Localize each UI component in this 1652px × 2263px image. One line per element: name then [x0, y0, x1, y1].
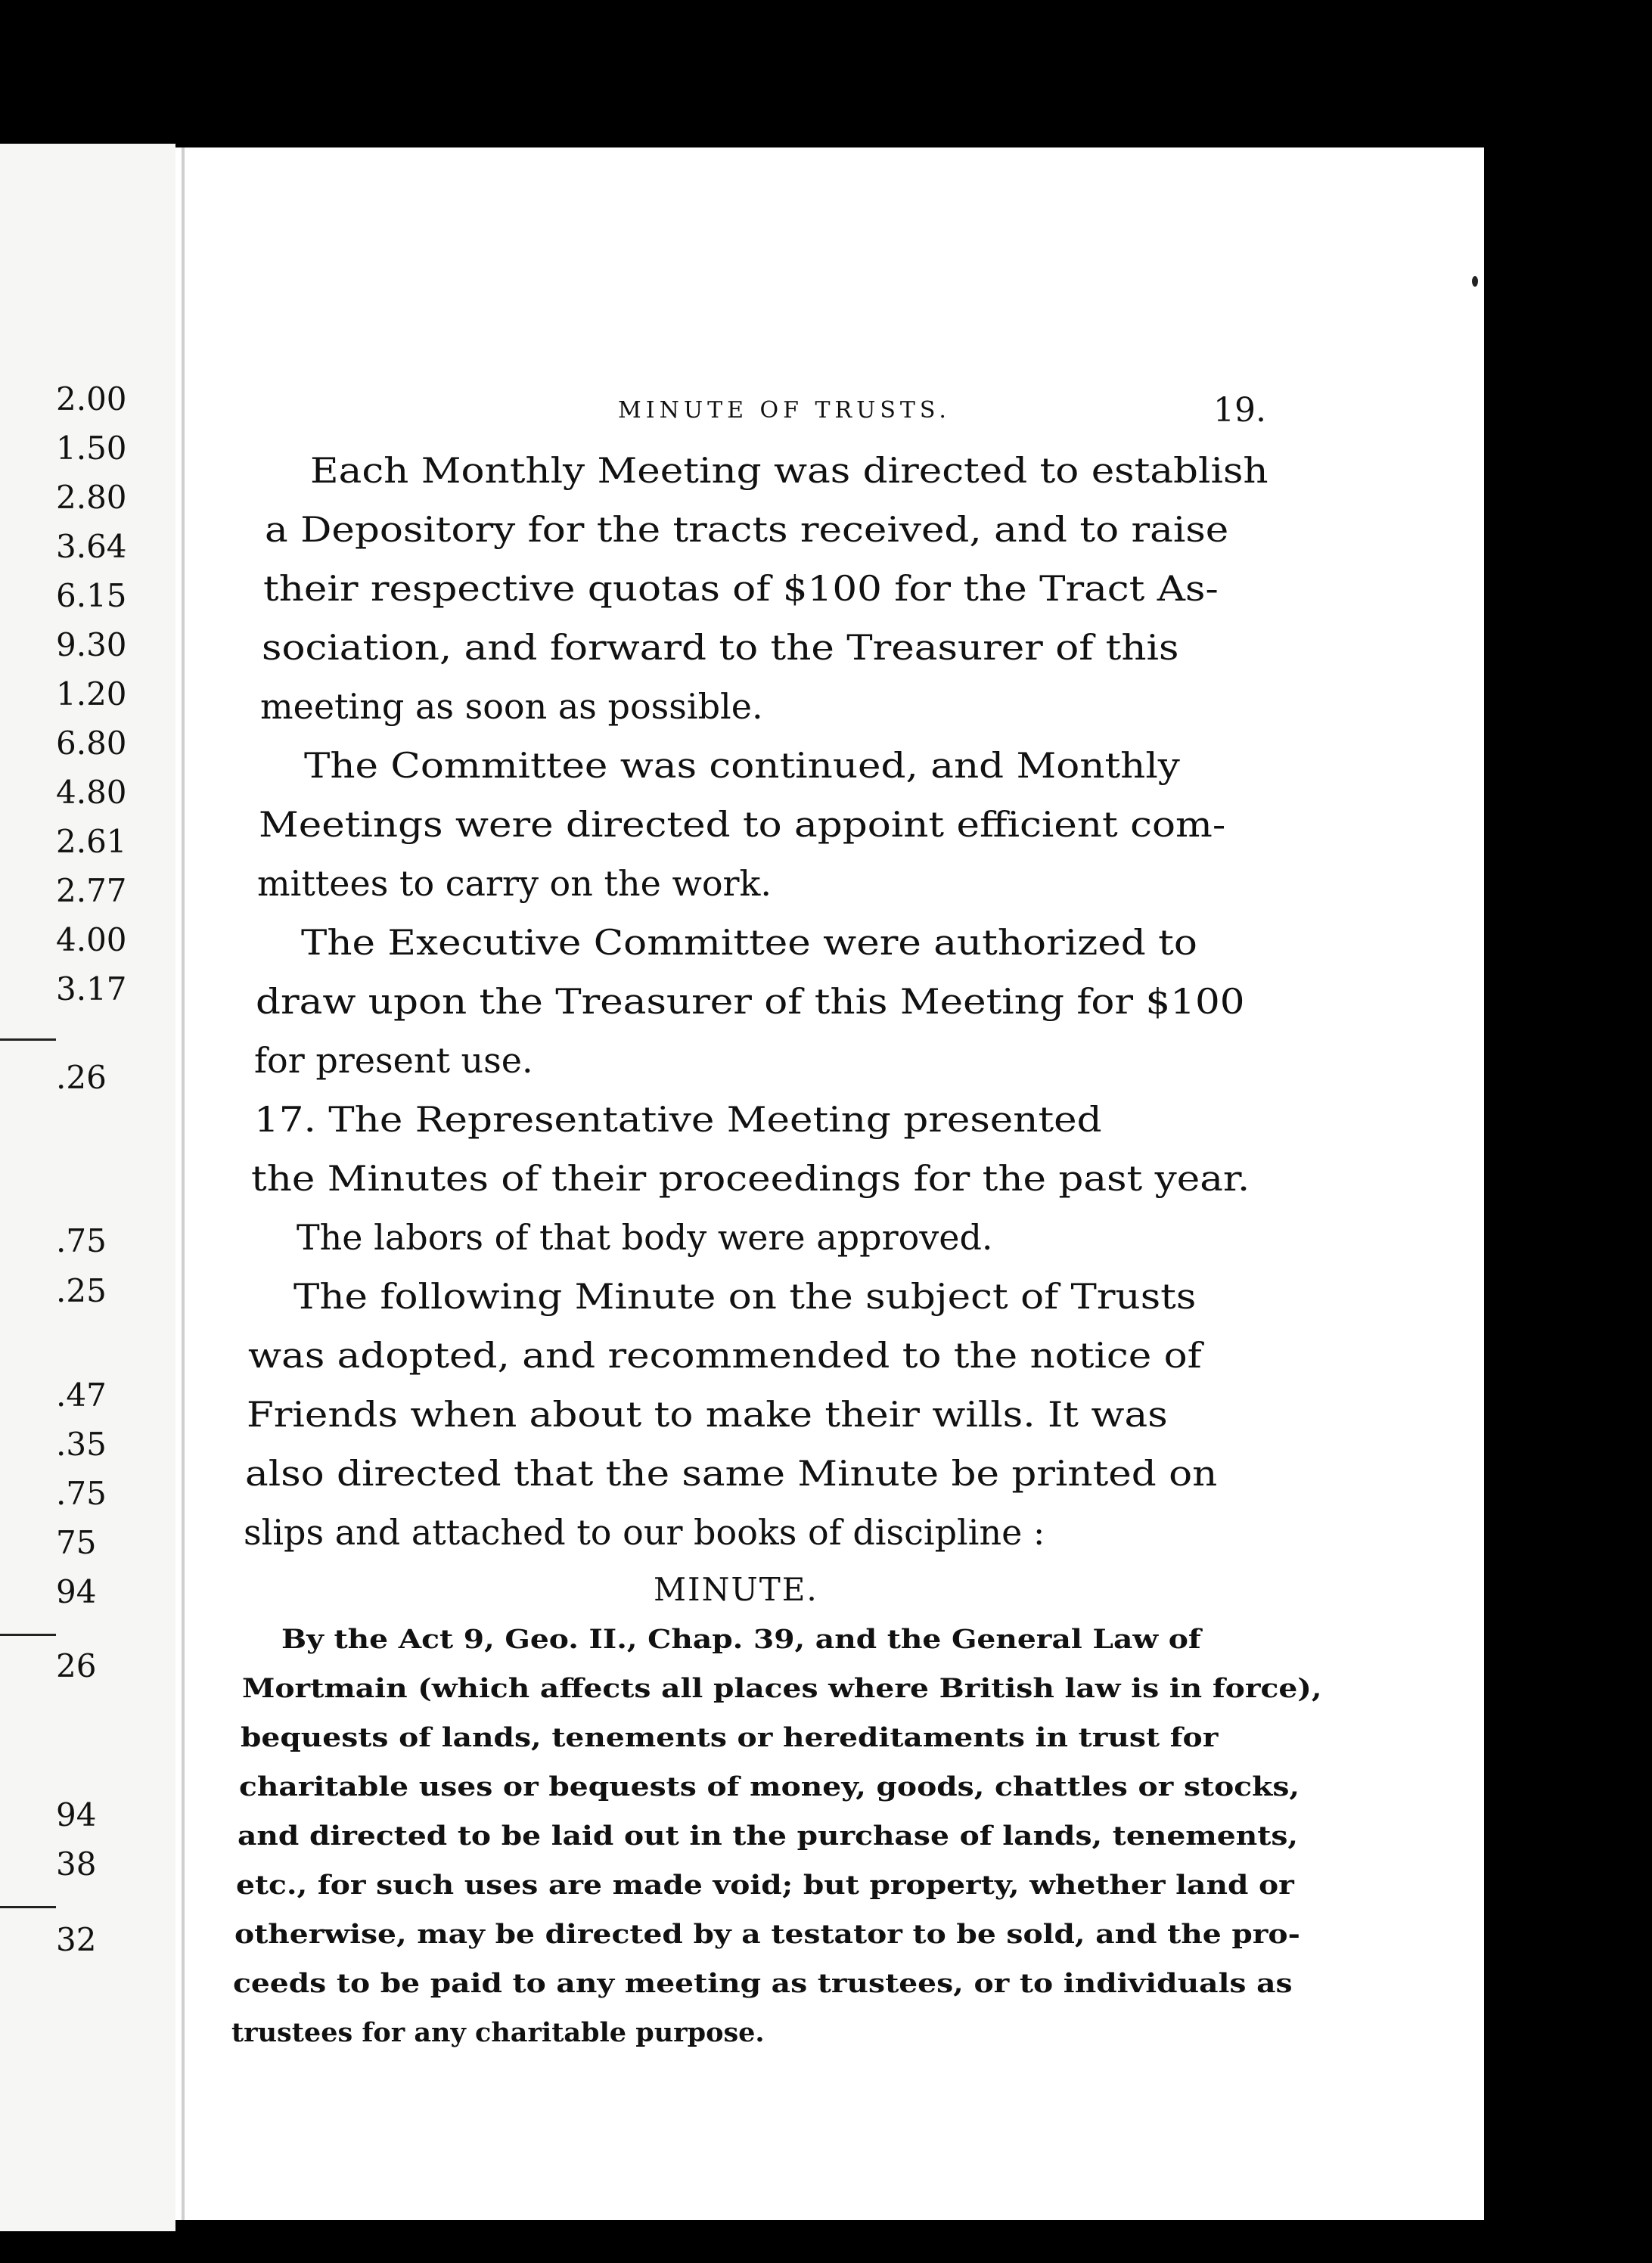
left-number: 2.80 [56, 479, 127, 516]
text-line: The following Minute on the subject of Trusts [293, 1276, 1197, 1317]
text-line: Friends when about to make their wills. It was [247, 1394, 1168, 1435]
text-line: draw upon the Treasurer of this Meeting for $100 [256, 981, 1245, 1022]
text-line: slips and attached to our books of discipline : [244, 1512, 1045, 1553]
left-number: 4.80 [56, 774, 127, 811]
left-number: 26 [56, 1647, 97, 1684]
text-line: the Minutes of their proceedings for the past year. [251, 1158, 1250, 1199]
text-line: sociation, and forward to the Treasurer of this [262, 627, 1179, 668]
left-number: 6.15 [56, 577, 127, 614]
left-number: 4.00 [56, 921, 127, 958]
print-speck [1472, 276, 1478, 287]
minute-line: trustees for any charitable purpose. [231, 2017, 765, 2048]
left-number: 6.80 [56, 725, 127, 762]
left-number: 32 [56, 1921, 97, 1958]
minute-line: Mortmain (which affects all places where British law is in force), [242, 1673, 1322, 1704]
text-line: meeting as soon as possible. [260, 686, 763, 727]
left-number: 1.50 [56, 430, 127, 467]
page-number: 19. [1213, 391, 1266, 430]
text-line: their respective quotas of $100 for the Tract As- [263, 568, 1219, 609]
left-number: .47 [56, 1377, 107, 1414]
text-line: Meetings were directed to appoint efficient com- [259, 804, 1226, 845]
text-line: for present use. [254, 1040, 533, 1081]
running-head [175, 391, 1484, 442]
minute-line: bequests of lands, tenements or hereditaments in trust for [241, 1722, 1219, 1753]
left-number: 38 [56, 1845, 97, 1883]
minute-line: and directed to be laid out in the purchase of lands, tenements, [238, 1821, 1299, 1852]
minute-heading: MINUTE. [654, 1571, 818, 1608]
left-number: .35 [56, 1426, 107, 1463]
left-number: 3.64 [56, 528, 127, 565]
left-number: .26 [56, 1059, 107, 1096]
left-number: .25 [56, 1272, 107, 1309]
left-number: 9.30 [56, 626, 127, 663]
left-number: 1.20 [56, 675, 127, 712]
left-number: 94 [56, 1573, 97, 1610]
right-page [175, 147, 1484, 2220]
left-number: 3.17 [56, 970, 127, 1007]
left-number: 94 [56, 1796, 97, 1833]
left-number: .75 [56, 1222, 107, 1259]
text-line: Each Monthly Meeting was directed to establish [310, 450, 1268, 491]
minute-line: etc., for such uses are made void; but property, whether land or [236, 1870, 1294, 1901]
text-line: also directed that the same Minute be printed on [245, 1453, 1218, 1494]
minute-line: charitable uses or bequests of money, goods, chattles or stocks, [239, 1771, 1300, 1802]
left-number: 2.77 [56, 872, 127, 909]
text-line: The Executive Committee were authorized to [301, 922, 1197, 963]
text-line: The labors of that body were approved. [297, 1217, 993, 1258]
left-number: 75 [56, 1524, 97, 1561]
running-title: MINUTE OF TRUSTS. [618, 397, 951, 424]
sum-rule [0, 1038, 56, 1041]
page-gutter-edge [182, 147, 185, 2220]
minute-line: By the Act 9, Geo. II., Chap. 39, and the General Law of [281, 1624, 1201, 1655]
text-line: a Depository for the tracts received, and to raise [265, 509, 1229, 550]
text-line: 17. The Representative Meeting presented [254, 1099, 1102, 1140]
sum-rule [0, 1906, 56, 1908]
left-facing-page [0, 144, 175, 2231]
text-line: was adopted, and recommended to the notice of [248, 1335, 1202, 1376]
minute-line: ceeds to be paid to any meeting as trustees, or to individuals as [233, 1968, 1293, 1999]
text-line: mittees to carry on the work. [257, 863, 772, 904]
left-number: .75 [56, 1475, 107, 1512]
left-number: 2.61 [56, 823, 127, 860]
sum-rule [0, 1634, 56, 1636]
left-number: 2.00 [56, 380, 127, 418]
minute-line: otherwise, may be directed by a testator to be sold, and the pro- [234, 1919, 1300, 1950]
text-line: The Committee was continued, and Monthly [304, 745, 1180, 786]
